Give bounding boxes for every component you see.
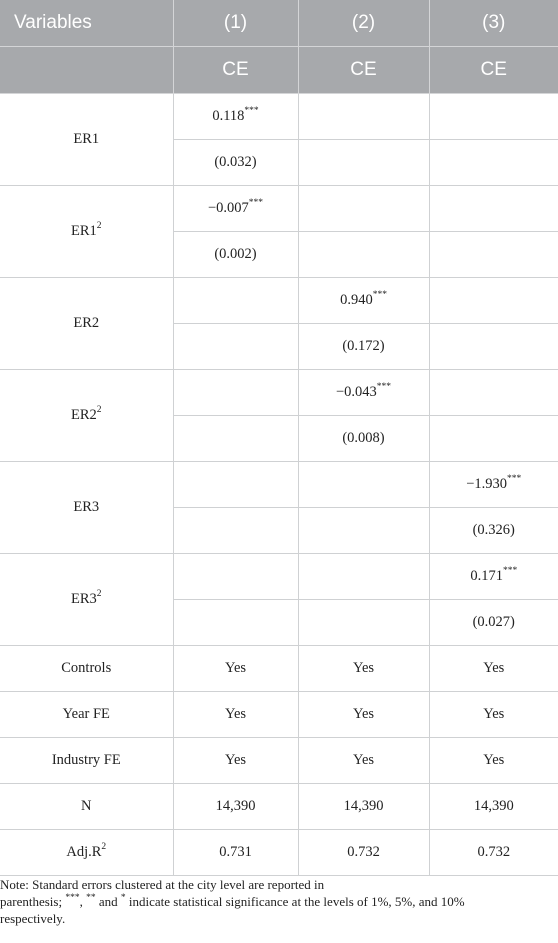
summary-cell <box>429 738 558 784</box>
variable-name-cell <box>0 738 173 784</box>
standard-error-cell <box>173 600 298 646</box>
significance-stars: *** <box>248 198 264 209</box>
note-line-1: Note: Standard errors clustered at the city level are reported in <box>0 877 325 892</box>
summary-cell <box>173 738 298 784</box>
empty-header-cell <box>0 47 173 94</box>
coefficient-cell <box>173 94 298 140</box>
coefficient-row <box>0 278 558 324</box>
summary-value: 0.731 <box>219 844 252 860</box>
note-text-c: and <box>95 894 121 909</box>
coefficient-cell <box>298 462 429 508</box>
variable-name: Adj.R <box>66 844 102 860</box>
standard-error-value: (0.027) <box>472 614 515 630</box>
standard-error-cell <box>429 324 558 370</box>
dependent-header-1: CE <box>173 47 298 94</box>
variable-name: N <box>81 798 92 814</box>
variable-name: Controls <box>61 660 112 676</box>
variable-name-cell <box>0 370 173 462</box>
note-line-3: respectively. <box>0 911 66 926</box>
coefficient-cell <box>298 370 429 416</box>
summary-cell <box>429 692 558 738</box>
dependent-header-2: CE <box>298 47 429 94</box>
variable-name: ER3 <box>70 591 97 607</box>
summary-value: 14,390 <box>215 798 256 814</box>
summary-cell <box>429 784 558 830</box>
standard-error-cell <box>298 324 429 370</box>
note-sig-1: *** <box>65 892 80 903</box>
coefficient-cell <box>173 462 298 508</box>
coefficient-row <box>0 462 558 508</box>
variable-name: Year FE <box>62 706 110 722</box>
standard-error-cell <box>429 600 558 646</box>
standard-error-value: (0.326) <box>472 522 515 538</box>
dependent-header-3: CE <box>429 47 558 94</box>
summary-value: Yes <box>352 706 375 722</box>
standard-error-cell <box>173 232 298 278</box>
variable-name-cell <box>0 278 173 370</box>
standard-error-cell <box>173 140 298 186</box>
coefficient-cell <box>429 462 558 508</box>
coefficient-value: −1.930 <box>466 476 508 492</box>
summary-value: Yes <box>352 660 375 676</box>
summary-cell <box>173 692 298 738</box>
standard-error-cell <box>173 508 298 554</box>
standard-error-cell <box>298 600 429 646</box>
note-sig-3: * <box>120 892 126 903</box>
standard-error-value: (0.008) <box>342 430 385 446</box>
coefficient-row <box>0 186 558 232</box>
significance-stars: *** <box>376 382 392 393</box>
header-row <box>0 0 558 47</box>
summary-row <box>0 646 558 692</box>
variable-name-cell <box>0 692 173 738</box>
summary-cell <box>173 830 298 876</box>
standard-error-cell <box>429 232 558 278</box>
note-line-2 <box>0 893 558 910</box>
variable-name-cell <box>0 830 173 876</box>
summary-cell <box>429 830 558 876</box>
variable-name-cell <box>0 94 173 186</box>
coefficient-row <box>0 554 558 600</box>
dependent-row <box>0 47 558 94</box>
standard-error-cell <box>173 416 298 462</box>
coefficient-row <box>0 94 558 140</box>
coefficient-value: 0.118 <box>212 108 245 124</box>
summary-cell <box>173 784 298 830</box>
variable-superscript: 2 <box>101 842 107 853</box>
standard-error-value: (0.172) <box>342 338 385 354</box>
coefficient-cell <box>298 278 429 324</box>
coefficient-cell <box>173 554 298 600</box>
summary-cell <box>173 646 298 692</box>
column-header-3: (3) <box>429 0 558 47</box>
summary-value: 14,390 <box>343 798 384 814</box>
summary-value: Yes <box>483 752 505 768</box>
summary-value: Yes <box>352 752 375 768</box>
significance-stars: *** <box>372 290 387 301</box>
note-text-d: indicate statistical significance at the levels of 1%, 5%, and 10% <box>125 894 465 909</box>
summary-row <box>0 784 558 830</box>
summary-cell <box>298 692 429 738</box>
coefficient-cell <box>173 278 298 324</box>
coefficient-row <box>0 370 558 416</box>
coefficient-cell <box>429 554 558 600</box>
coefficient-cell <box>429 94 558 140</box>
variable-name: ER1 <box>73 131 100 147</box>
variable-name-cell <box>0 186 173 278</box>
standard-error-cell <box>429 416 558 462</box>
column-header-2: (2) <box>298 0 429 47</box>
standard-error-cell <box>298 508 429 554</box>
standard-error-cell <box>298 232 429 278</box>
standard-error-cell <box>429 140 558 186</box>
summary-value: 0.732 <box>477 844 511 860</box>
coefficient-value: −0.007 <box>207 200 249 216</box>
summary-value: Yes <box>483 660 505 676</box>
table-note <box>0 876 558 927</box>
variable-name: ER2 <box>73 315 100 331</box>
standard-error-cell <box>298 140 429 186</box>
summary-value: Yes <box>224 660 247 676</box>
summary-cell <box>298 738 429 784</box>
coefficient-cell <box>173 186 298 232</box>
summary-cell <box>298 784 429 830</box>
variable-superscript: 2 <box>96 221 102 232</box>
summary-row <box>0 738 558 784</box>
coefficient-cell <box>429 186 558 232</box>
variable-name-cell <box>0 784 173 830</box>
note-sig-2: ** <box>86 892 96 903</box>
coefficient-value: 0.171 <box>470 568 503 584</box>
summary-value: Yes <box>224 706 247 722</box>
significance-stars: *** <box>244 106 259 117</box>
variable-name: ER1 <box>70 223 97 239</box>
variable-name-cell <box>0 646 173 692</box>
coefficient-cell <box>429 370 558 416</box>
standard-error-cell <box>429 508 558 554</box>
note-text-b: , <box>79 894 87 909</box>
standard-error-value: (0.002) <box>214 246 257 262</box>
coefficient-cell <box>298 94 429 140</box>
variable-name: Industry FE <box>51 752 121 768</box>
summary-value: 0.732 <box>347 844 380 860</box>
summary-row <box>0 830 558 876</box>
variable-superscript: 2 <box>96 589 102 600</box>
summary-value: Yes <box>483 706 505 722</box>
standard-error-cell <box>173 324 298 370</box>
significance-stars: *** <box>507 474 522 485</box>
note-text-a: parenthesis; <box>0 894 66 909</box>
coefficient-cell <box>298 186 429 232</box>
variable-name: ER2 <box>70 407 97 423</box>
standard-error-value: (0.032) <box>214 154 257 170</box>
coefficient-value: 0.940 <box>340 292 373 308</box>
summary-cell <box>429 646 558 692</box>
variable-name: ER3 <box>73 499 100 515</box>
variable-name-cell <box>0 462 173 554</box>
table-header <box>0 0 558 94</box>
table-body <box>0 94 558 876</box>
coefficient-value: −0.043 <box>335 384 377 400</box>
summary-value: 14,390 <box>473 798 514 814</box>
coefficient-cell <box>298 554 429 600</box>
summary-cell <box>298 646 429 692</box>
summary-cell <box>298 830 429 876</box>
standard-error-cell <box>298 416 429 462</box>
coefficient-cell <box>429 278 558 324</box>
coefficient-cell <box>173 370 298 416</box>
variable-superscript: 2 <box>96 405 102 416</box>
variables-header: Variables <box>0 0 173 47</box>
column-header-1: (1) <box>173 0 298 47</box>
variable-name-cell <box>0 554 173 646</box>
summary-row <box>0 692 558 738</box>
summary-value: Yes <box>224 752 247 768</box>
significance-stars: *** <box>502 566 518 577</box>
